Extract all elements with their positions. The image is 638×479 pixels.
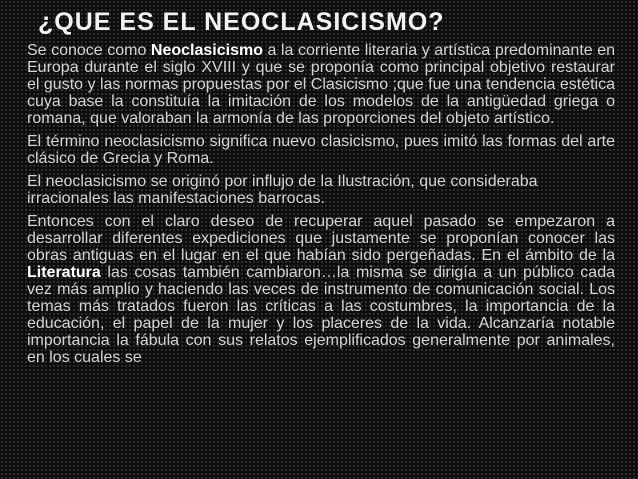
term-literatura: Literatura [27, 264, 101, 281]
paragraph-definition-text: a la corriente literaria y artística predominante en Europa durante el siglo XVIII y que se proponía como principal objetivo restaurar el gusto y las normas propuestas por el Clasicismo ;que fue una tendencia estética cuya base la constituía la imitación de los modelos de la antigüedad griega o romana, que valoraban la armonía de las proporciones del objeto artístico. [27, 42, 615, 127]
slide-body [27, 42, 615, 372]
paragraph-literature [27, 213, 615, 366]
paragraph-meaning: El término neoclasicismo significa nuevo clasicismo, pues imitó las formas del arte clásico de Grecia y Roma. [27, 133, 615, 167]
paragraph-definition [27, 42, 615, 127]
paragraph-origin: El neoclasicismo se originó por influjo de la Ilustración, que consideraba [27, 173, 538, 190]
paragraph-origin-continued: irracionales las manifestaciones barrocas. [27, 190, 325, 207]
term-neoclasicismo: Neoclasicismo [150, 42, 263, 59]
slide-title: ¿QUE ES EL NEOCLASICISMO? [38, 8, 445, 36]
paragraph-literature-lead: Entonces con el claro deseo de recuperar aquel pasado se empezaron a desarrollar diferentes expediciones que justamente se proponían conocer las obras antiguas en el lugar en el que habían sido pergeñadas. En el ámbito de la [27, 213, 615, 264]
paragraph-literature-text: las cosas también cambiaron…la misma se dirigía a un público cada vez más amplio y haciendo las veces de instrumento de comunicación social. Los temas más tratados fueron las críticas a las costumbres, la importancia de la educación, el papel de la mujer y los placeres de la vida. Alcanzaría notable importancia la fábula con sus relatos ejemplificados generalmente por animales, en los cuales se [27, 264, 615, 366]
paragraph-definition-lead: Se conoce como [27, 42, 151, 59]
